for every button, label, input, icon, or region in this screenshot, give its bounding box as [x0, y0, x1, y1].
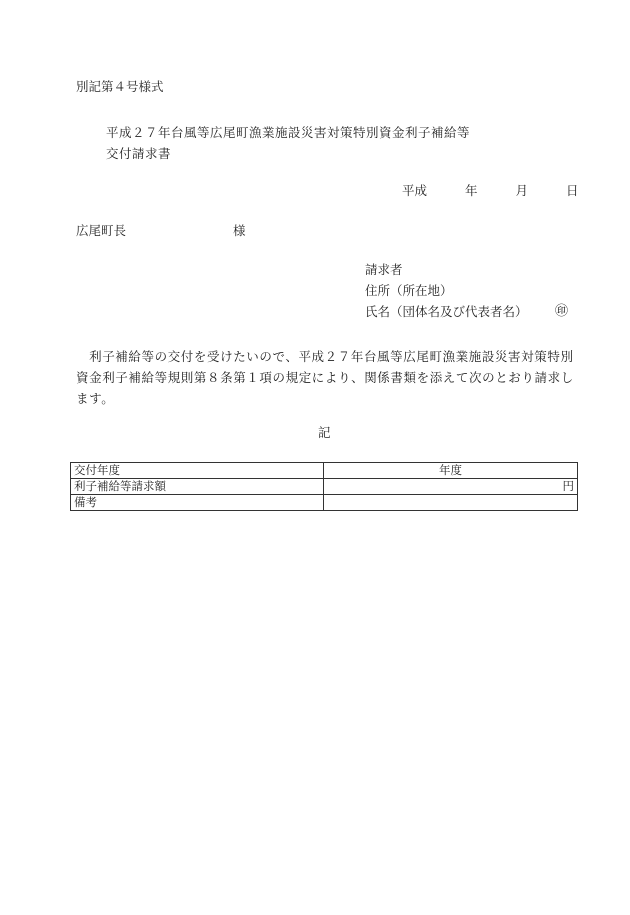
row-value-request-amount: 円 [324, 479, 578, 495]
document-title-line1: 平成２７年台風等広尾町漁業施設災害対策特別資金利子補給等 [106, 125, 471, 140]
row-label-remarks: 備考 [71, 495, 324, 511]
row-label-request-amount: 利子補給等請求額 [71, 479, 324, 495]
addressee-name: 広尾町長 [76, 223, 127, 238]
document-title-line2: 交付請求書 [106, 146, 172, 161]
date-field [402, 185, 578, 198]
table-row [71, 463, 578, 479]
ki-heading: 記 [318, 425, 331, 440]
seal-icon: ㊞ [555, 304, 569, 319]
table-row [71, 495, 578, 511]
applicant-name-label: 氏名（団体名及び代表者名） [365, 304, 528, 319]
row-value-remarks [324, 495, 578, 511]
request-details-table [70, 462, 578, 511]
row-value-fiscal-year: 年度 [324, 463, 578, 479]
applicant-label: 請求者 [365, 262, 403, 277]
row-label-fiscal-year: 交付年度 [71, 463, 324, 479]
date-day-unit: 日 [565, 183, 579, 198]
addressee-honorific: 様 [233, 223, 246, 238]
date-era: 平成 [402, 183, 428, 198]
table-row [71, 479, 578, 495]
applicant-address-label: 住所（所在地） [365, 283, 453, 298]
date-year-unit: 年 [464, 183, 478, 198]
date-month-unit: 月 [515, 183, 528, 198]
form-number: 別記第４号様式 [76, 79, 164, 94]
request-statement: 利子補給等の交付を受けたいので、平成２７年台風等広尾町漁業施設災害対策特別資金利子補給等規則第８条第１項の規定により、関係書類を添えて次のとおり請求します。 [76, 349, 574, 406]
